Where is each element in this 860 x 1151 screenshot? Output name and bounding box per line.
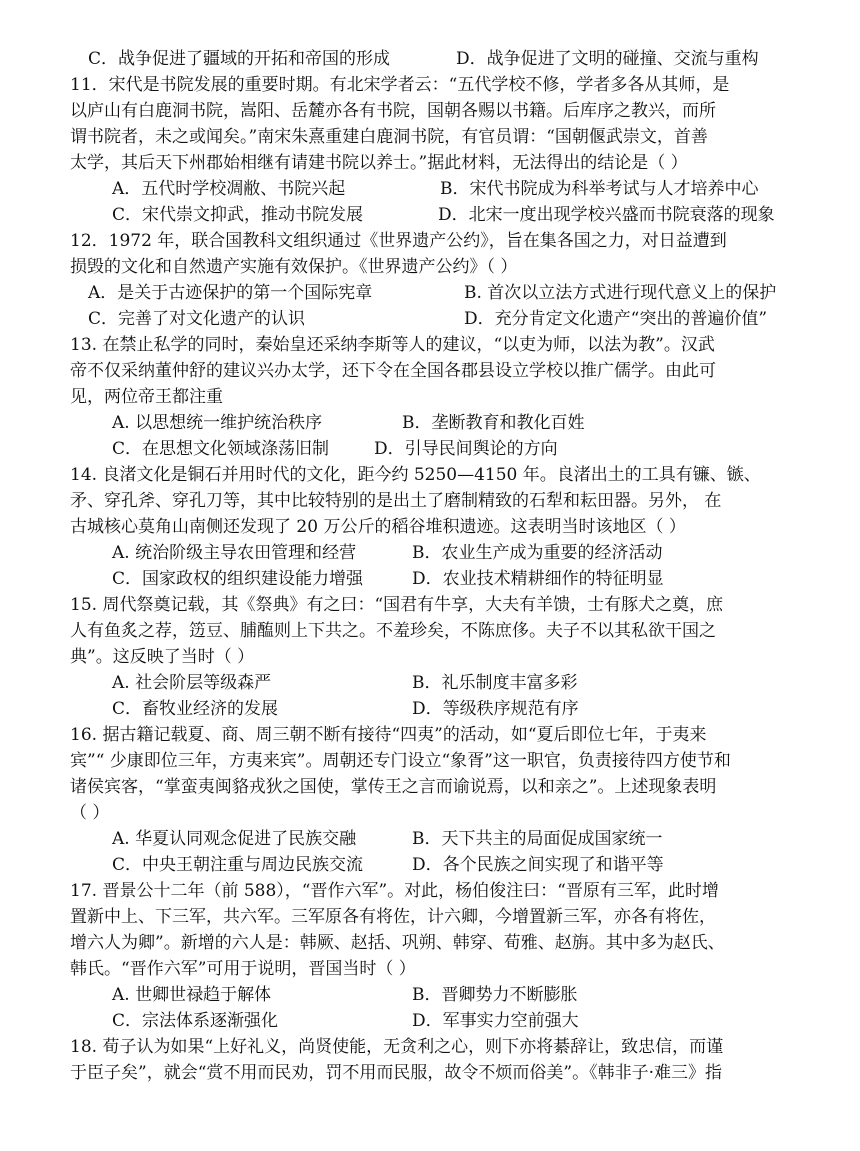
q11-options-row-2 xyxy=(112,202,838,228)
q16-stem-line-4: （ ） xyxy=(70,803,110,823)
q17-stem-line-4: 韩氏。“晋作六军”可用于说明，晋国当时（ ） xyxy=(70,959,416,979)
q12-option-a[interactable]: A．是关于古迹保护的第一个国际宪章 xyxy=(88,283,373,303)
q12-option-d[interactable]: D．充分肯定文化遗产“突出的普遍价值” xyxy=(464,309,768,329)
q16-option-b[interactable]: B．天下共主的局面促成国家统一 xyxy=(412,829,663,849)
q14-stem-line-3: 古城核心莫角山南侧还发现了 20 万公斤的稻谷堆积遗迹。这表明当时该地区（ ） xyxy=(70,517,686,537)
q13-option-b[interactable]: B．垄断教育和教化百姓 xyxy=(402,413,585,433)
q14-options-row-1 xyxy=(112,540,838,566)
q11-stem-line-4: 太学，其后天下州郡始相继有请建书院以养士。”据此材料，无法得出的结论是（ ） xyxy=(70,153,688,173)
q11-options-row-1 xyxy=(112,176,838,202)
q13-option-a[interactable]: A. 以思想统一维护统治秩序 xyxy=(112,413,323,433)
q13-stem-line-1: 13. 在禁止私学的同时，秦始皇还采纳李斯等人的建议，“以吏为师，以法为教”。汉武 xyxy=(70,335,715,355)
q13-option-c[interactable]: C．在思想文化领域涤荡旧制 xyxy=(112,439,330,459)
q15-stem-line-2: 人有鱼炙之荐，笾豆、脯醢则上下共之。不羞珍矣，不陈庶侈。夫子不以其私欲干国之 xyxy=(70,621,716,641)
q17-options-row-1 xyxy=(112,982,838,1008)
q12-stem-line-2: 损毁的文化和自然遗产实施有效保护。《世界遗产公约》（ ） xyxy=(70,257,518,277)
q11-stem-line-3: 谓书院者，未之或闻矣。”南宋朱熹重建白鹿洞书院，有官员谓：“国朝偃武崇文，首善 xyxy=(70,127,708,147)
q17-option-a[interactable]: A. 世卿世禄趋于解体 xyxy=(112,985,272,1005)
q12-stem-line-1: 12．1972 年，联合国教科文组织通过《世界遗产公约》，旨在集各国之力，对日益遭到 xyxy=(70,231,727,251)
q16-options-row-2 xyxy=(112,852,838,878)
q13-option-d[interactable]: D．引导民间舆论的方向 xyxy=(374,439,558,459)
q10-option-d[interactable]: D．战争促进了文明的碰撞、交流与重构 xyxy=(456,49,759,69)
q13-options-row-1 xyxy=(112,410,838,436)
q15-option-d[interactable]: D．等级秩序规范有序 xyxy=(412,699,579,719)
q15-option-c[interactable]: C．畜牧业经济的发展 xyxy=(112,699,279,719)
q17-stem-line-2: 置新中上、下三军，共六军。三军原各有将佐，计六卿，今增置新三军，亦各有将佐， xyxy=(70,907,716,927)
q14-option-d[interactable]: D．农业技术精耕细作的特征明显 xyxy=(412,569,664,589)
q15-stem-line-1: 15. 周代祭奠记载，其《祭典》有之曰：“国君有牛享，大夫有羊馈，士有豚犬之奠，庶 xyxy=(70,595,724,615)
q10-option-c[interactable]: C．战争促进了疆域的开拓和帝国的形成 xyxy=(88,49,391,69)
q14-option-a[interactable]: A. 统治阶级主导农田管理和经营 xyxy=(112,543,357,563)
q15-option-a[interactable]: A. 社会阶层等级森严 xyxy=(112,673,272,693)
q12-options-row-2 xyxy=(88,306,814,332)
q11-option-d[interactable]: D．北宋一度出现学校兴盛而书院衰落的现象 xyxy=(438,205,775,225)
q18-stem-line-1: 18. 荀子认为如果“上好礼义，尚贤使能，无贪利之心，则下亦将綦辞让，致忠信，而谨 xyxy=(70,1037,724,1057)
q16-option-a[interactable]: A. 华夏认同观念促进了民族交融 xyxy=(112,829,357,849)
q12-option-c[interactable]: C．完善了对文化遗产的认识 xyxy=(88,309,306,329)
q16-option-d[interactable]: D．各个民族之间实现了和谐平等 xyxy=(412,855,664,875)
q15-option-b[interactable]: B．礼乐制度丰富多彩 xyxy=(412,673,578,693)
q17-stem-line-3: 增六人为卿”。新增的六人是：韩厥、赵括、巩朔、韩穿、荀雅、赵旃。其中多为赵氏、 xyxy=(70,933,725,953)
q16-stem-line-1: 16. 据古籍记载夏、商、周三朝不断有接待“四夷”的活动，如“夏后即位七年，于夷来 xyxy=(70,725,707,745)
q11-option-a[interactable]: A．五代时学校凋敝、书院兴起 xyxy=(112,179,346,199)
q16-options-row-1 xyxy=(112,826,838,852)
q17-option-d[interactable]: D．军事实力空前强大 xyxy=(412,1011,579,1031)
q17-options-row-2 xyxy=(112,1008,838,1034)
q14-options-row-2 xyxy=(112,566,838,592)
q14-stem-line-2: 矛、穿孔斧、穿孔刀等，其中比较特别的是出土了磨制精致的石犁和耘田器。另外， 在 xyxy=(70,491,722,511)
q14-option-b[interactable]: B．农业生产成为重要的经济活动 xyxy=(412,543,663,563)
q11-option-b[interactable]: B．宋代书院成为科举考试与人才培养中心 xyxy=(440,179,759,199)
q17-option-c[interactable]: C．宗法体系逐渐强化 xyxy=(112,1011,279,1031)
q10-options-row xyxy=(88,46,814,72)
q14-stem-line-1: 14. 良渚文化是铜石并用时代的文化，距今约 5250—4150 年。良渚出土的工具有镰、镞、 xyxy=(70,465,761,485)
q16-option-c[interactable]: C．中央王朝注重与周边民族交流 xyxy=(112,855,364,875)
q13-stem-line-3: 见，两位帝王都注重 xyxy=(70,387,223,407)
q15-options-row-1 xyxy=(112,670,838,696)
q13-stem-line-2: 帝不仅采纳董仲舒的建议兴办太学，还下令在全国各郡县设立学校以推广儒学。由此可 xyxy=(70,361,716,381)
q15-stem-line-3: 典”。这反映了当时（ ） xyxy=(70,647,255,667)
q14-option-c[interactable]: C．国家政权的组织建设能力增强 xyxy=(112,569,364,589)
q17-option-b[interactable]: B．晋卿势力不断膨胀 xyxy=(412,985,578,1005)
q11-stem-line-1: 11．宋代是书院发展的重要时期。有北宋学者云：“五代学校不修，学者多各从其师，是 xyxy=(70,75,730,95)
q16-stem-line-3: 诸侯宾客，“掌蛮夷闽貉戎狄之国使，掌传王之言而谕说焉，以和亲之”。上述现象表明 xyxy=(70,777,717,797)
q12-options-row-1 xyxy=(88,280,814,306)
q18-stem-line-2: 于臣子矣”，就会“赏不用而民劝，罚不用而民服，故令不烦而俗美”。《韩非子·难三》指 xyxy=(70,1063,722,1083)
q13-options-row-2 xyxy=(112,436,838,462)
q15-options-row-2 xyxy=(112,696,838,722)
q16-stem-line-2: 宾”“ 少康即位三年，方夷来宾”。周朝还专门设立“象胥”这一职官，负责接待四方使节和 xyxy=(70,751,731,771)
q11-stem-line-2: 以庐山有白鹿洞书院，嵩阳、岳麓亦各有书院，国朝各赐以书籍。后库序之教兴，而所 xyxy=(70,101,716,121)
q11-option-c[interactable]: C．宋代崇文抑武，推动书院发展 xyxy=(112,205,364,225)
q17-stem-line-1: 17. 晋景公十二年（前 588），“晋作六军”。对此，杨伯俊注曰：“晋原有三军，此时增 xyxy=(70,881,719,901)
q12-option-b[interactable]: B. 首次以立法方式进行现代意义上的保护 xyxy=(464,283,777,303)
